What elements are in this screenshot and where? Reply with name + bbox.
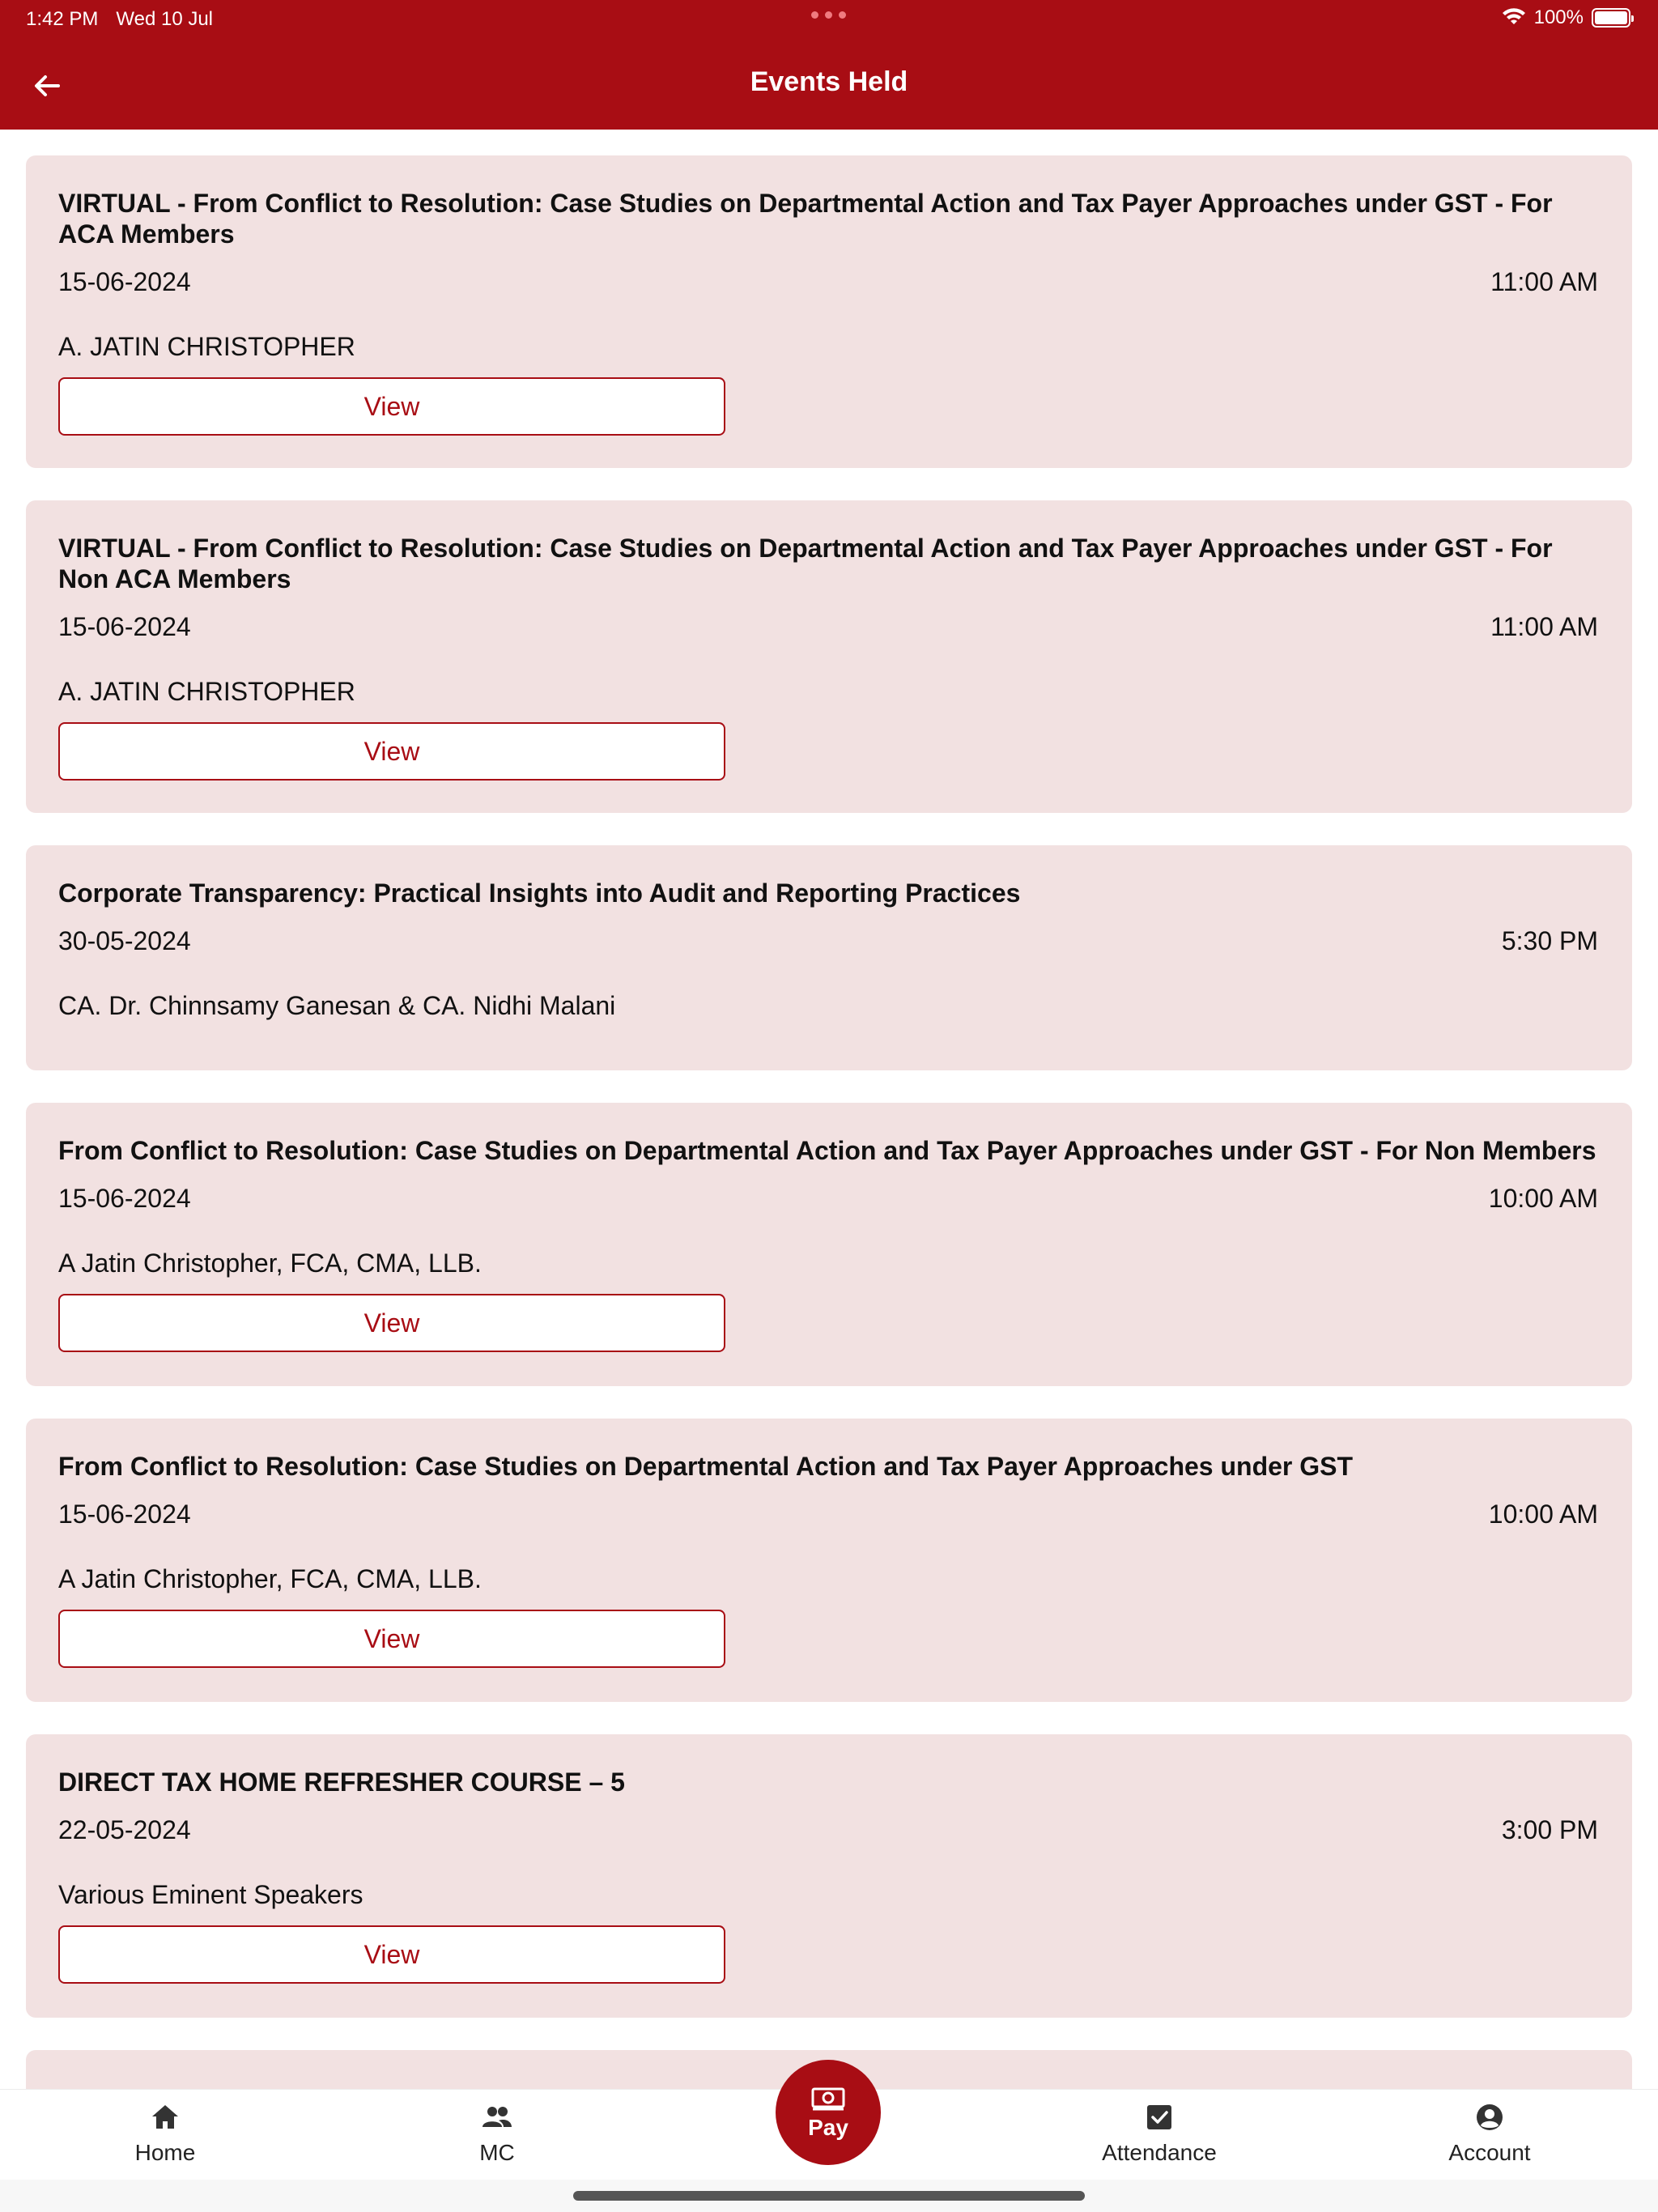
view-button[interactable]: View (58, 722, 725, 781)
event-time: 10:00 AM (1488, 1499, 1598, 1529)
event-time: 11:00 AM (1490, 267, 1598, 296)
event-date: 30-05-2024 (58, 926, 191, 955)
page-title: Events Held (750, 66, 908, 97)
event-time: 11:00 AM (1490, 612, 1598, 641)
event-card (26, 1103, 1632, 1386)
event-time: 10:00 AM (1488, 1184, 1598, 1213)
tab-home-label: Home (134, 2140, 196, 2165)
view-button[interactable]: View (58, 1294, 725, 1352)
event-time: 5:30 PM (1501, 926, 1598, 955)
event-title: From Conflict to Resolution: Case Studies on Departmental Action and Tax Payer Approaches under GST (58, 1452, 1354, 1481)
status-time: 1:42 PM (26, 8, 99, 30)
event-title: Corporate Transparency: Practical Insights into Audit and Reporting Practices (58, 878, 1021, 908)
event-speaker: A Jatin Christopher, FCA, CMA, LLB. (58, 1249, 482, 1278)
event-card (26, 155, 1632, 468)
money-icon (810, 2084, 846, 2112)
event-date: 15-06-2024 (58, 1184, 191, 1213)
event-time: 3:00 PM (1501, 1815, 1598, 1844)
home-icon (149, 2101, 181, 2133)
battery-icon (1592, 8, 1630, 28)
multitasking-dots-icon[interactable] (811, 11, 846, 19)
checkbox-icon (1143, 2101, 1175, 2133)
wifi-icon (1502, 8, 1526, 28)
event-card (26, 500, 1632, 813)
pay-button[interactable] (776, 2060, 881, 2165)
events-list[interactable] (0, 130, 1658, 2089)
nav-bar (0, 39, 1658, 130)
event-card (26, 1734, 1632, 2018)
view-button[interactable]: View (58, 377, 725, 436)
tab-mc-label: MC (479, 2140, 515, 2165)
view-button[interactable]: View (58, 1610, 725, 1668)
event-speaker: A Jatin Christopher, FCA, CMA, LLB. (58, 1564, 482, 1593)
pay-label: Pay (808, 2115, 848, 2140)
event-date: 15-06-2024 (58, 1499, 191, 1529)
event-date: 22-05-2024 (58, 1815, 191, 1844)
status-date: Wed 10 Jul (116, 8, 214, 30)
event-card (26, 845, 1632, 1070)
tab-attendance-label: Attendance (1102, 2140, 1217, 2165)
event-speaker: CA. Dr. Chinnsamy Ganesan & CA. Nidhi Malani (58, 991, 616, 1020)
group-icon (481, 2101, 513, 2133)
tab-home[interactable] (68, 2101, 262, 2174)
status-bar (0, 0, 1658, 39)
battery-percent: 100% (1533, 6, 1584, 28)
event-date: 15-06-2024 (58, 267, 191, 296)
event-card (26, 1419, 1632, 1702)
view-button[interactable]: View (58, 1925, 725, 1984)
event-date: 15-06-2024 (58, 612, 191, 641)
event-speaker: A. JATIN CHRISTOPHER (58, 332, 355, 361)
tab-account[interactable] (1392, 2101, 1587, 2174)
account-circle-icon (1473, 2101, 1506, 2133)
event-title: VIRTUAL - From Conflict to Resolution: Case Studies on Departmental Action and Tax Payer Approaches under GST - For ACA Members (58, 189, 1553, 249)
tab-account-label: Account (1448, 2140, 1531, 2165)
tab-attendance[interactable] (1062, 2101, 1256, 2174)
event-title: From Conflict to Resolution: Case Studies on Departmental Action and Tax Payer Approaches under GST - For Non Members (58, 1136, 1596, 1165)
event-title: DIRECT TAX HOME REFRESHER COURSE – 5 (58, 1767, 625, 1797)
event-speaker: Various Eminent Speakers (58, 1880, 363, 1909)
event-speaker: A. JATIN CHRISTOPHER (58, 677, 355, 706)
home-indicator[interactable] (573, 2191, 1085, 2201)
event-title: VIRTUAL - From Conflict to Resolution: Case Studies on Departmental Action and Tax Payer Approaches under GST - For Non ACA Members (58, 534, 1553, 593)
tab-mc[interactable] (400, 2101, 594, 2174)
